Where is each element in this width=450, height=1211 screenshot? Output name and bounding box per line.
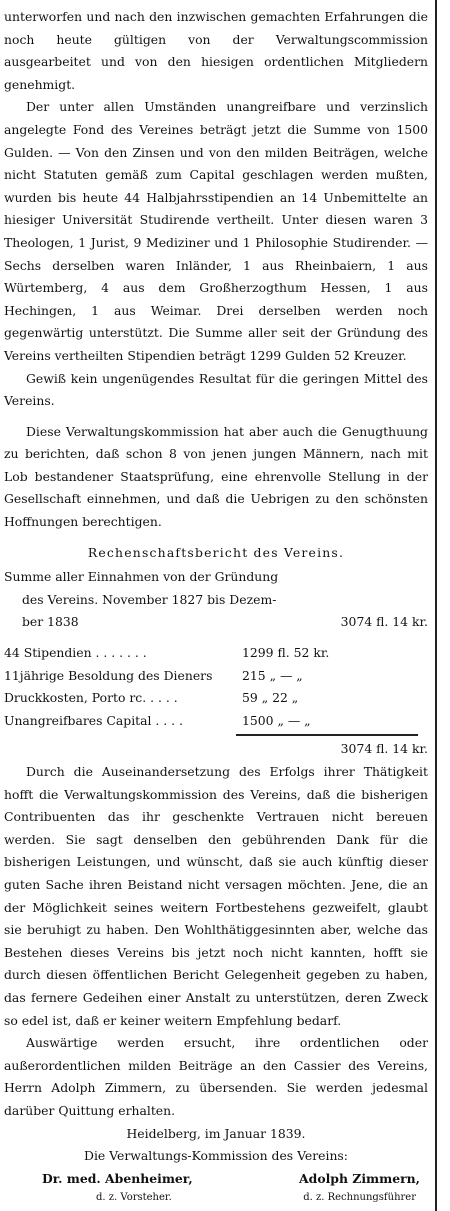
ledger: [4, 566, 428, 761]
ledger-row: Druckkosten, Porto rc. . . . . 59 „ 22 „: [4, 690, 299, 706]
role-left: d. z. Vorsteher.: [96, 1192, 172, 1204]
ledger-total: 3074 fl. 14 kr.: [340, 741, 428, 757]
commission-line: Die Verwaltungs-Kommission des Vereins:: [84, 1148, 348, 1164]
paragraph-4: Diese Verwaltungskommission hat aber auch die Genugthuung zu berichten, daß schon 8 von jenen jungen Männern, nach mit Lob bestandener Staatsprüfung, eine ehrenvolle Stellung in der Gesellschaft einnehmen, und daß die Uebrigen zu den schönsten Hoffnungen berechtigen.: [4, 423, 428, 530]
signature-row: [4, 1168, 428, 1191]
income-line-3: ber 1838 3074 fl. 14 kr.: [4, 611, 428, 634]
column-rule: [435, 0, 437, 1211]
report-heading: Rechenschaftsbericht des Vereins.: [87, 544, 345, 560]
paragraph-5: Durch die Auseinandersetzung des Erfolgs ihrer Thätigkeit hofft die Verwaltungskommission des Vereins, daß die bisherigen Contribuenten das ihr geschenkte Vertrauen nicht bereuen werden. Sie sagt denselben den gebührenden Dank für die bisherigen Leistungen, und wünscht, daß sie auch künftig dieser guten Sache ihren Beistand nicht versagen möchten. Jene, die an der Möglichkeit seines weitern Fortbestehens gezweifelt, glaubt sie beruhigt zu haben. Den Wohlthätiggesinnten aber, welche das Bestehen dieses Vereins bis jetzt noch nicht kannten, hofft sie durch diesen öffentlichen Bericht Gelegenheit gegeben zu haben, das fernere Gedeihen einer Anstalt zu unterstützen, deren Zweck so edel ist, daß er keiner weitern Empfehlung bedarf.: [4, 764, 428, 1028]
paragraph-2: Der unter allen Umständen unangreifbare und verzinslich angelegte Fond des Vereines beträgt jetzt die Summe von 1500 Gulden. — Von den Zinsen und von den milden Beiträgen, welche nicht Statuten gemäß zum Capital geschlagen werden mußten, wurden bis heute 44 Halbjahrsstipendien an 14 Unbemittelte an hiesiger Universität Studirende vertheilt. Unter diesen waren 3 Theologen, 1 Jurist, 9 Mediziner und 1 Philosophie Studirender. — Sechs derselben waren Inländer, 1 aus Rheinbaiern, 1 aus Würtemberg, 4 aus dem Großherzogthum Hessen, 1 aus Hechingen, 1 aus Weimar. Drei derselben werden noch gegenwärtig unterstützt. Die Summe aller seit der Gründung des Vereins vertheilten Stipendien beträgt 1299 Gulden 52 Kreuzer.: [4, 99, 428, 363]
signature-roles: [4, 1190, 428, 1206]
paragraph-3: Gewiß kein ungenügendes Resultat für die geringen Mittel des Vereins.: [4, 370, 428, 409]
date-line: Heidelberg, im Januar 1839.: [126, 1125, 306, 1141]
ledger-row: Unangreifbares Capital . . . . 1500 „ — „: [4, 712, 311, 728]
income-line-1: Summe aller Einnahmen von der Gründung: [4, 569, 279, 585]
paragraph-6: Auswärtige werden ersucht, ihre ordentlichen oder außerordentlichen milden Beiträge an den Cassier des Vereins, Herrn Adolph Zimmern, zu übersenden. Sie werden jedesmal darüber Quittung erhalten.: [4, 1035, 428, 1118]
income-amount: 3074 fl. 14 kr.: [340, 614, 428, 630]
signature-left: Dr. med. Abenheimer,: [42, 1170, 193, 1186]
signature-right: Adolph Zimmern,: [299, 1170, 420, 1186]
sum-rule: [236, 734, 418, 736]
income-line-2: des Vereins. November 1827 bis Dezem-: [22, 591, 277, 607]
role-right: d. z. Rechnungsführer: [303, 1192, 416, 1204]
ledger-row: 11jährige Besoldung des Dieners 215 „ — „: [4, 667, 303, 683]
paragraph-1: unterworfen und nach den inzwischen gemachten Erfahrungen die noch heute gültigen von der Verwaltungscommission ausgearbeitet und von den hiesigen ordentlichen Mitgliedern genehmigt.: [4, 9, 428, 92]
ledger-row: 44 Stipendien . . . . . . . 1299 fl. 52 kr.: [4, 645, 330, 661]
ledger-total-row: [4, 738, 428, 761]
